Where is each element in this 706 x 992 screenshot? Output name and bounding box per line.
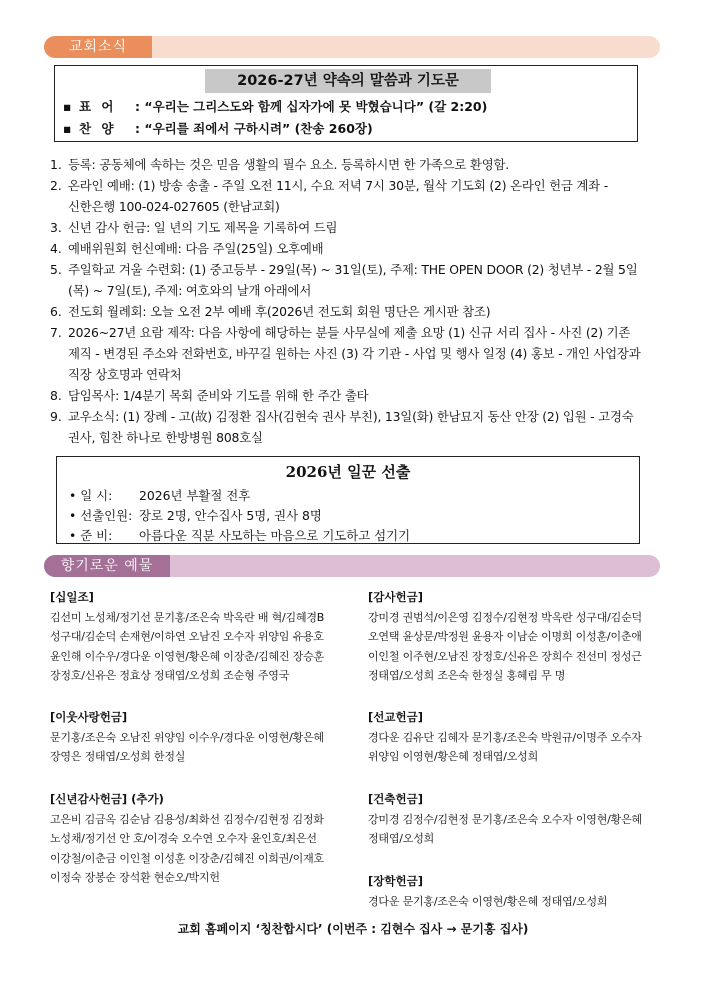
offering-names: 강미경 김정수/김현정 문기홍/조은숙 오수자 이영현/황은혜 정태엽/오성희	[368, 812, 642, 845]
offering-block-scholarship	[368, 872, 666, 911]
hymn-label: 찬 양	[79, 121, 117, 136]
news-text: 예배위원회 헌신예배: 다음 주일(25일) 오후예배	[68, 241, 324, 256]
offering-names: 경다운 김유단 김혜자 문기홍/조은숙 박원규/이명주 오수자 위양임 이영현/황은혜 정태엽/오성희	[368, 730, 642, 763]
news-item	[50, 301, 650, 322]
officer-election-box	[56, 456, 640, 544]
news-text: 등록: 공동체에 속하는 것은 믿음 생활의 필수 요소. 등록하시면 한 가족으로 환영함.	[68, 157, 509, 172]
news-number: 2.	[50, 178, 62, 193]
officer-line-date	[69, 486, 250, 504]
news-item	[50, 238, 650, 259]
news-item	[50, 259, 650, 301]
offering-names: 고은비 김금옥 김순남 김용성/최화선 김정수/김현정 김정화 노성채/정기선 안 호/이경숙 오수연 오수자 윤인호/최은선 이강철/이춘금 이인철 이성훈 이장춘/김혜진 이희권/이재호 이정숙 장봉순 장석환 현순오/박지헌	[50, 812, 324, 884]
officer-label: • 일 시:	[69, 488, 113, 503]
news-item	[50, 385, 650, 406]
offering-heading: [감사헌금]	[368, 590, 423, 604]
news-item	[50, 322, 650, 385]
motto-label: 표 어	[79, 99, 117, 114]
offering-block-mission	[368, 708, 666, 790]
news-text: 2026~27년 요람 제작: 다음 사항에 해당하는 분들 사무실에 제출 요망 (1) 신규 서리 집사 - 사진 (2) 기존 제직 - 변경된 주소와 전화번호, 바꾸길 원하는 사진 (3) 각 기관 - 사업 및 행사 일정 (4) 홍보 - 개인 사업장과 직장 상호명과 연락처	[68, 325, 641, 382]
offering-block-building	[368, 790, 666, 872]
officer-text: 아름다운 직분 사모하는 마음으로 기도하고 섬기기	[139, 528, 411, 543]
praise-footer: 교회 홈페이지 ‘칭찬합시다’ (이번주 : 김현수 집사 → 문기홍 집사)	[177, 922, 529, 936]
offering-heading: [건축헌금]	[368, 792, 423, 806]
news-number: 1.	[50, 157, 62, 172]
news-section-tag: 교회소식	[44, 36, 152, 58]
officer-election-title: 2026년 일꾼 선출	[285, 463, 411, 481]
news-number: 7.	[50, 325, 62, 340]
offering-section-bar	[44, 555, 660, 577]
offering-heading: [십일조]	[50, 590, 94, 604]
news-text: 담임목사: 1/4분기 목회 준비와 기도를 위해 한 주간 출타	[68, 388, 369, 403]
offerings-right-column	[368, 588, 666, 911]
officer-text: 2026년 부활절 전후	[139, 488, 251, 503]
news-section-bar	[44, 36, 660, 58]
offering-heading: [선교헌금]	[368, 710, 423, 724]
news-item	[50, 217, 650, 238]
offering-block-newyear	[50, 790, 348, 888]
officer-label: • 선출인원:	[69, 508, 133, 523]
news-number: 4.	[50, 241, 62, 256]
offering-block-thanks	[368, 588, 666, 708]
officer-label: • 준 비:	[69, 528, 113, 543]
offering-block-neighbor	[50, 708, 348, 790]
news-item	[50, 154, 650, 175]
verse-title: 2026-27년 약속의 말씀과 기도문	[205, 69, 491, 93]
motto-text: : “우리는 그리스도와 함께 십자가에 못 박혔습니다” (갈 2:20)	[135, 99, 488, 114]
officer-text: 장로 2명, 안수집사 5명, 권사 8명	[139, 508, 322, 523]
news-number: 8.	[50, 388, 62, 403]
news-number: 9.	[50, 409, 62, 424]
offering-names: 문기홍/조은숙 오남진 위양임 이수우/경다운 이영현/황은혜 장영은 정태엽/오성희 한정실	[50, 730, 324, 763]
news-text: 주일학교 겨울 수련회: (1) 중고등부 - 29일(목) ~ 31일(토), 주제: THE OPEN DOOR (2) 청년부 - 2월 5일(목) ~ 7일(토), 주제: 여호와의 날개 아래에서	[68, 262, 638, 298]
news-number: 6.	[50, 304, 62, 319]
news-text: 전도회 월례회: 오늘 오전 2부 예배 후(2026년 전도회 회원 명단은 게시판 참조)	[68, 304, 491, 319]
news-list	[50, 154, 650, 448]
news-text: 교우소식: (1) 장례 - 고(故) 김정환 집사(김현숙 권사 부친), 13일(화) 한남묘지 동산 안장 (2) 입원 - 고경숙 권사, 힘찬 하나로 한방병원 808호실	[68, 409, 634, 445]
motto-line	[63, 97, 487, 115]
offering-heading: [신년감사헌금] (추가)	[50, 792, 164, 806]
hymn-line	[63, 119, 373, 137]
news-number: 5.	[50, 262, 62, 277]
news-text: 신년 감사 헌금: 일 년의 기도 제목을 기록하여 드림	[68, 220, 338, 235]
annual-verse-box	[54, 65, 638, 142]
offering-section-tag: 향기로운 예물	[44, 555, 170, 577]
news-item	[50, 406, 650, 448]
news-number: 3.	[50, 220, 62, 235]
offering-block-tithe	[50, 588, 348, 708]
offering-names: 경다운 문기홍/조은숙 이영현/황은혜 정태엽/오성희	[368, 894, 608, 908]
hymn-text: : “우리를 죄에서 구하시려” (찬송 260장)	[135, 121, 373, 136]
news-item	[50, 175, 650, 217]
officer-line-count	[69, 506, 322, 524]
offering-names: 강미경 권범석/이은영 김정수/김현정 박옥란 성구대/김순덕 오연택 윤상문/박정원 윤용자 이남순 이명희 이성훈/이춘애 이인철 이주현/오남진 장정호/신유은 장희수 전선미 정성근 정태엽/오성희 조은숙 한정실 홍혜림 무 명	[368, 610, 642, 682]
motto-bullet: ▪	[63, 99, 72, 114]
officer-line-prep	[69, 526, 410, 544]
news-text: 온라인 예배: (1) 방송 송출 - 주일 오전 11시, 수요 저녁 7시 30분, 월삭 기도회 (2) 온라인 헌금 계좌 - 신한은행 100-024-027605 (한남교회)	[68, 178, 608, 214]
offerings-left-column	[50, 588, 348, 888]
offering-heading: [장학헌금]	[368, 874, 423, 888]
offering-names: 김선미 노성채/정기선 문기홍/조은숙 박옥란 배 혁/김혜경B 성구대/김순덕 손재현/이하연 오남진 오수자 위양임 유용호 윤인해 이수우/경다운 이영현/황은혜 이장춘/김혜진 장승훈 장정호/신유은 정효상 정태엽/오성희 조순형 주영국	[50, 610, 325, 682]
offering-heading: [이웃사랑헌금]	[50, 710, 128, 724]
hymn-bullet: ▪	[63, 121, 72, 136]
